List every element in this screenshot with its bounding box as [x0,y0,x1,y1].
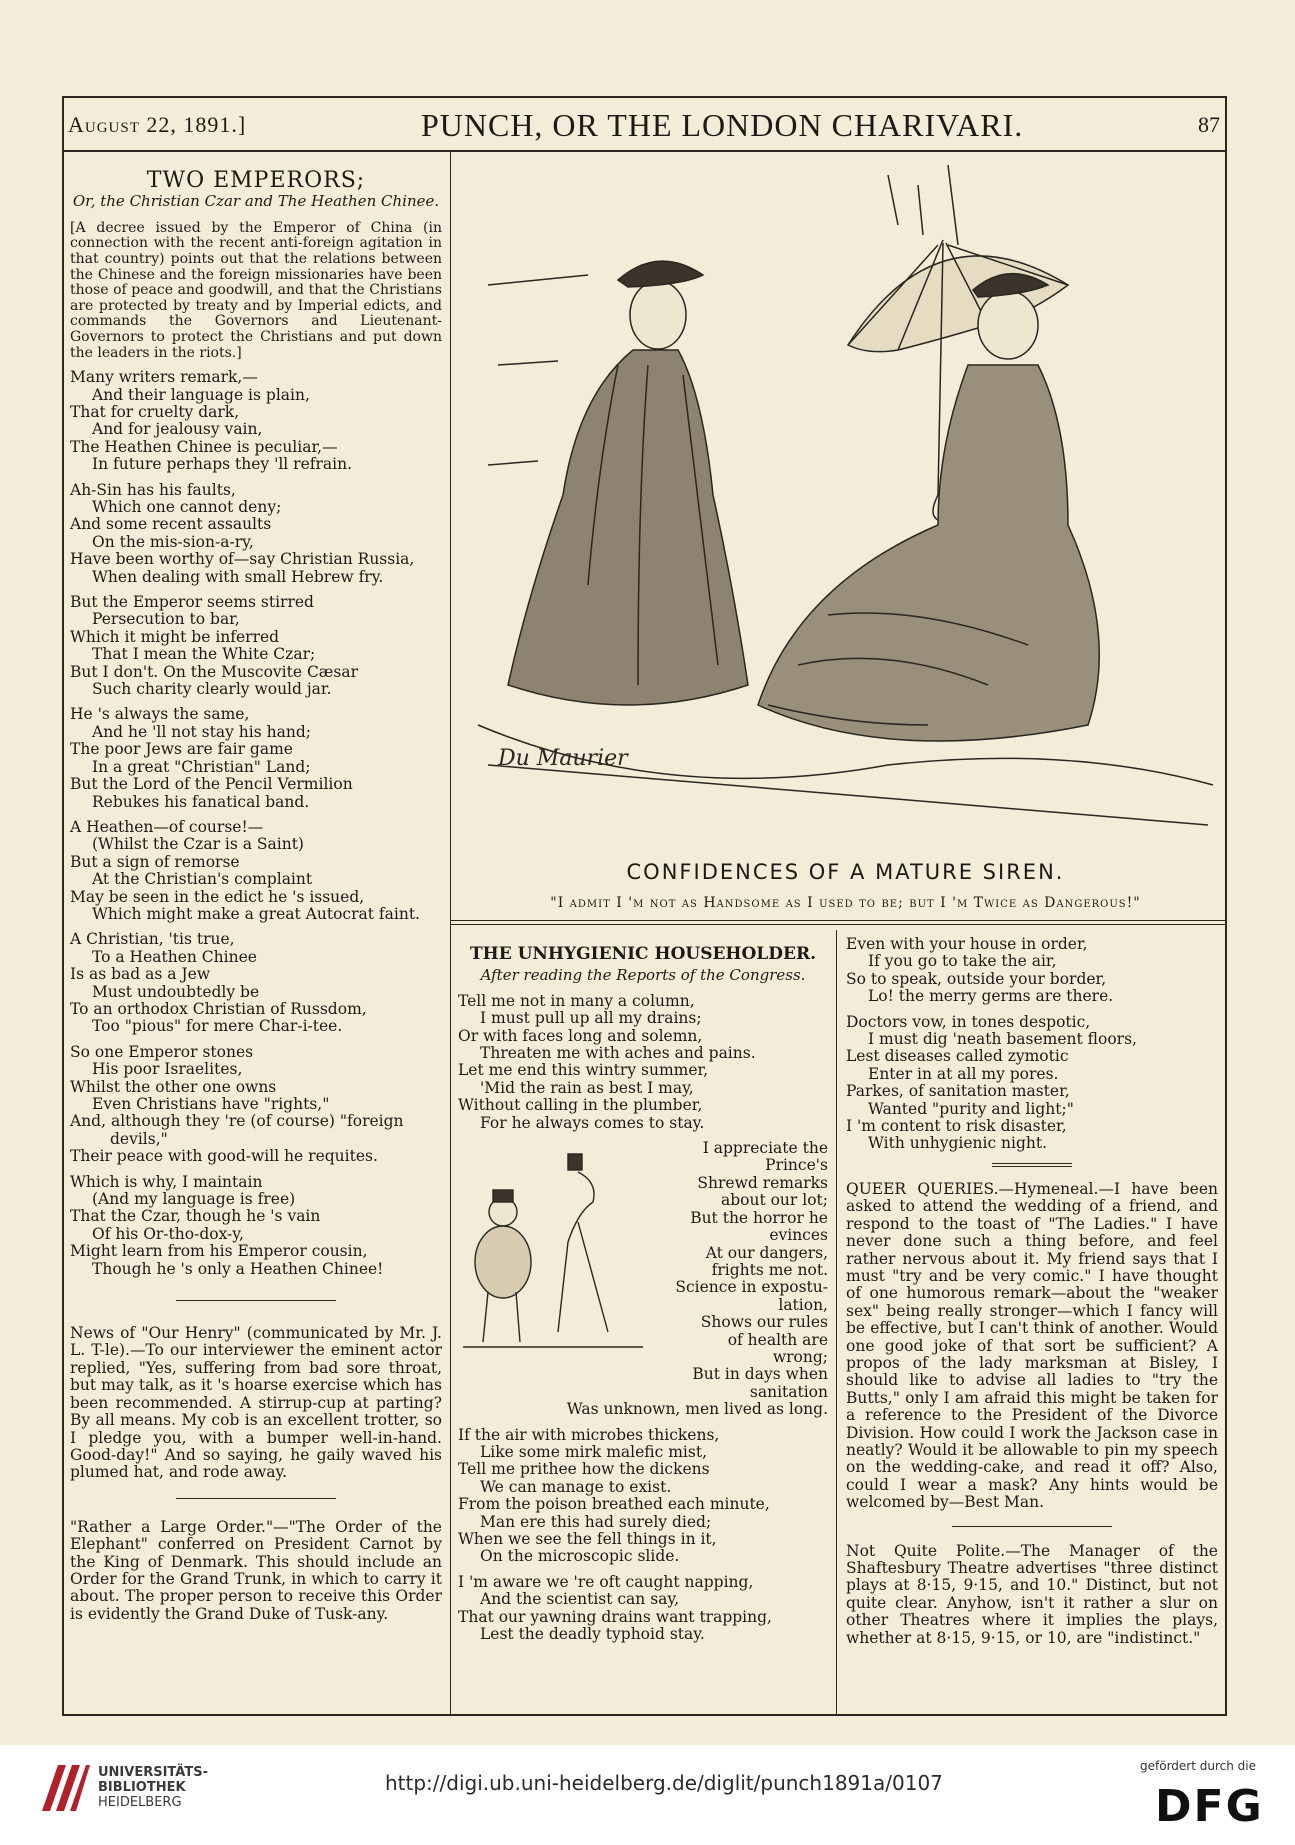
poem-line: From the poison breathed each minute, [458,1495,770,1514]
poem-line: But in days when [692,1365,828,1384]
header-rule [62,150,1227,152]
section-rule [992,1163,1072,1164]
poem-line: Shrewd remarks [697,1173,828,1192]
dfg-logo: DFG [1155,1781,1264,1832]
poem-line: Or with faces long and solemn, [458,1026,703,1045]
poem-line: If you go to take the air, [868,952,1057,971]
poem-line: And their language is plain, [92,385,310,404]
column-divider [450,152,451,1715]
poem-line: Science in expostu- [675,1278,828,1297]
poem-stanza [70,482,442,586]
poem-line: And he 'll not stay his hand; [92,722,311,741]
poem-line: In future perhaps they 'll refrain. [92,455,353,474]
digitization-footer [0,1745,1295,1845]
poem-line: So one Emperor stones [70,1042,254,1061]
poem-stanza [70,1044,442,1166]
poem-line: His poor Israelites, [92,1060,243,1079]
poem-line: I must pull up all my drains; [480,1009,702,1028]
poem-line: Rebukes his fanatical band. [92,792,310,811]
poem-line: of health are [727,1330,828,1349]
poem-line: On the microscopic slide. [480,1547,680,1566]
poem-stanza [846,1014,1218,1153]
poem-line: With unhygienic night. [868,1134,1048,1153]
poem-line: He 's always the same, [70,705,250,724]
artist-signature: Du Maurier [498,746,628,771]
poem-line: A Christian, 'tis true, [70,930,235,949]
library-name [98,1765,208,1810]
poem-stanza-with-figure [458,1140,828,1419]
poem-line: If the air with microbes thickens, [458,1425,720,1444]
poem-line: That the Czar, though he 's vain [70,1207,321,1226]
poem-line: Which one cannot deny; [92,498,282,516]
cartoon-rule [451,924,1226,925]
poem-line: lation, [778,1295,828,1314]
news-paragraph: News of "Our Henry" (communicated by Mr. J. L. T-le).—To our interviewer the eminent actor replied, "Yes, suffering from bad sore throat, but may talk, as it 's hoarse exercise which has been recommended. A stirrup-cup at parting? By all means. My cob is an excellent trotter, so I pledge you, with a bumper well-in-hand. Good-day!" And so saying, he gaily waved his plumed hat, and rode away. [70,1324,442,1482]
householder-sketch [458,1142,648,1357]
section-rule [176,1300,336,1301]
large-order-paragraph: "Rather a Large Order."—"The Order of the Elephant" conferred on President Carnot by the King of Denmark. This should include an Order for the Grand Trunk, in which to carry it about. The proper person to receive this Order is evidently the Grand Duke of Tusk-any. [70,1517,442,1623]
poem-line: At our dangers, [705,1243,828,1262]
poem-line: Wanted "purity and light;" [868,1099,1074,1118]
poem-line: At the Christian's complaint [92,870,313,889]
poem-line: And the scientist can say, [480,1590,680,1609]
page-number: 87 [1197,112,1220,137]
page-header [68,104,1220,146]
poem-line: And, although they 're (of course) "foreign [70,1112,404,1131]
poem-line: Must undoubtedly be [92,982,260,1001]
poem-stanza [846,936,1218,1006]
poem-stanza [70,819,442,923]
poem-line: The Heathen Chinee is peculiar,— [70,437,338,456]
poem-line: Lo! the merry germs are there. [868,987,1114,1006]
poem-line: (Whilst the Czar is a Saint) [92,835,304,854]
library-name-line: BIBLIOTHEK [98,1780,186,1795]
poem-line: Even with your house in order, [846,935,1088,953]
poem-line: May be seen in the edict he 's issued, [70,887,365,906]
queer-queries-paragraph: QUEER QUERIES.—Hymeneal.—I have been asked to attend the wedding of a friend, and respond to the toast of "The Ladies." I have never done such a thing before, and feel rather nervous about it. My friend says that I must "try and be very comic." I have thought of one humorous remark—about the "weaker sex" being really stronger—which I fancy will be effective, but I can't think of another. Would one good joke of that sort be sufficient? A propos of the lady marksman at Bisley, I should like to advise all ladies to "try the Butts," only I am afraid this might be taken for a reference to the President of the Divorce Division. How could I work the Jackson case in neatly? Would it be allowable to pin my speech on the wedding-cake, and read it off? Also, could I wear a mask? Any hints would be welcomed by—Best Man. [846,1179,1218,1512]
poem-line: But the Emperor seems stirred [70,593,314,612]
poem-line: Was unknown, men lived as long. [566,1400,828,1419]
poem-line: Parkes, of sanitation master, [846,1082,1070,1101]
poem-line: On the mis-sion-a-ry, [92,532,254,551]
poem-line: Tell me prithee how the dickens [458,1460,710,1479]
poem-line: Ah-Sin has his faults, [70,480,236,499]
poem-stanza [70,1174,442,1278]
poem-subtitle: After reading the Reports of the Congress. [480,966,806,985]
poem-line: Prince's [765,1156,828,1175]
poem-line: Their peace with good-will he requites. [70,1147,378,1166]
poem-line: Have been worthy of—say Christian Russia, [70,550,415,569]
poem-line: Which might make a great Autocrat faint. [92,904,420,923]
poem-line: In a great "Christian" Land; [92,757,311,776]
poem-line: Threaten me with aches and pains. [480,1044,756,1063]
university-library-logo-icon [38,1761,92,1815]
poem-line: Without calling in the plumber, [458,1096,703,1115]
poem-line: I 'm aware we 're oft caught napping, [458,1572,754,1591]
poem-line: Might learn from his Emperor cousin, [70,1242,368,1261]
poem-line: When we see the fell things in it, [458,1530,717,1548]
poem-line: Is as bad as a Jew [70,965,211,984]
poem-line: To a Heathen Chinee [92,947,257,966]
poem-line: But I don't. On the Muscovite Cæsar [70,662,358,681]
poem-line: Too "pious" for mere Char-i-tee. [92,1017,343,1036]
cartoon-illustration [468,165,1223,855]
poem-line: devils," [110,1129,168,1148]
section-rule [176,1498,336,1499]
column-divider [836,930,837,1715]
not-quite-polite-paragraph: Not Quite Polite.—The Manager of the Shaftesbury Theatre advertises "three distinct plays at 8·15, 9·15, and 10." Distinct, but not quite clear. Anyhow, isn't it rather a slur on other Theatres where it implies the plays, whether at 8·15, 9·15, or 10, are "indistinct." [846,1541,1218,1647]
poem-line: Lest diseases called zymotic [846,1047,1069,1066]
poem-line: And for jealousy vain, [92,420,263,439]
cartoon-rule [451,920,1226,921]
poem-line: A Heathen—of course!— [70,817,264,836]
poem-line: Even Christians have "rights," [92,1095,330,1113]
poem-line: sanitation [749,1382,828,1401]
poem-line: But the horror he [690,1208,828,1227]
cartoon-caption-title: CONFIDENCES OF A MATURE SIREN. [626,860,1065,884]
poem-line: Of his Or-tho-dox-y, [92,1224,244,1243]
poem-line: Lest the deadly typhoid stay. [480,1625,705,1644]
poem-line: To an orthodox Christian of Russdom, [70,999,367,1018]
section-rule [952,1526,1112,1527]
poem-line: The poor Jews are fair game [70,740,293,759]
poem-stanza [70,706,442,810]
poem-title: THE UNHYGIENIC HOUSEHOLDER. [469,944,817,964]
poem-line: Which is why, I maintain [70,1172,263,1191]
poem-line: (And my language is free) [92,1190,296,1209]
section-rule [992,1166,1072,1167]
poem-line: That our yawning drains want trapping, [458,1607,772,1626]
poem-line: evinces [769,1226,828,1245]
poem-stanza [458,1427,828,1566]
poem-line: wrong; [772,1347,828,1366]
poem-body [70,369,442,1278]
poem-line: But the Lord of the Pencil Vermilion [70,775,353,794]
poem-stanza [70,594,442,698]
funding-note: gefördert durch die [1140,1759,1256,1773]
poem-line: Doctors vow, in tones despotic, [846,1012,1091,1031]
poem-line: Though he 's only a Heathen Chinee! [92,1259,384,1278]
poem-line: We can manage to exist. [480,1477,672,1496]
right-column [846,936,1218,1647]
poem-line: And some recent assaults [70,515,272,534]
library-name-line: UNIVERSITÄTS- [98,1765,208,1780]
poem-line: Which it might be inferred [70,627,280,646]
digital-object-url[interactable]: http://digi.ub.uni-heidelberg.de/diglit/punch1891a/0107 [385,1771,943,1795]
library-name-line: HEIDELBERG [98,1795,182,1810]
article-title: TWO EMPERORS; [146,168,366,193]
poem-stanza [70,931,442,1035]
poem-line: That I mean the White Czar; [92,645,316,664]
poem-line: I 'm content to risk disaster, [846,1117,1067,1136]
poem-stanza [458,1574,828,1644]
poem-line: Man ere this had surely died; [480,1512,712,1531]
poem-line: Persecution to bar, [92,610,240,629]
poem-line: When dealing with small Hebrew fry. [92,567,384,586]
poem-line: So to speak, outside your border, [846,969,1107,988]
poem-line: Such charity clearly would jar. [92,680,332,699]
poem-stanza [458,993,828,1132]
poem-line: I appreciate the [702,1140,828,1158]
poem-line: For he always comes to stay. [480,1113,705,1132]
article-intro: [A decree issued by the Emperor of China (in connection with the recent anti-foreign agitation in that country) points out that the relations between the Chinese and the foreign missionaries have been those of peace and goodwill, and that the Christians are protected by treaty and by Imperial edicts, and commands the Governors and Lieutenant-Governors to protect the Christians and put down the leaders in the riots.] [70,219,442,361]
poem-line: Let me end this wintry summer, [458,1061,709,1080]
poem-line: Enter in at all my pores. [868,1064,1059,1083]
poem-line: Whilst the other one owns [70,1077,277,1096]
masthead-title: PUNCH, OR THE LONDON CHARIVARI. [420,106,1024,143]
poem-line: about our lot; [720,1191,828,1210]
poem-line: frights me not. [711,1260,828,1279]
unhygienic-householder-poem [458,946,828,1643]
poem-line: 'Mid the rain as best I may, [480,1078,694,1097]
poem-line: Tell me not in many a column, [458,991,695,1010]
article-subtitle: Or, the Christian Czar and The Heathen Chinee. [72,192,440,211]
issue-date: August 22, 1891.] [68,112,247,137]
poem-line: Like some mirk malefic mist, [480,1442,707,1461]
two-emperors-article [70,168,442,1623]
cartoon-caption-quote: "I admit I 'm not as Handsome as I used to be; but I 'm Twice as Dangerous!" [550,895,1141,911]
poem-line: I must dig 'neath basement floors, [868,1030,1137,1049]
poem-line: Many writers remark,— [70,368,258,387]
poem-stanza [70,369,442,473]
poem-line: That for cruelty dark, [70,402,240,421]
poem-line: Shows our rules [700,1313,828,1332]
poem-line: But a sign of remorse [70,852,240,871]
